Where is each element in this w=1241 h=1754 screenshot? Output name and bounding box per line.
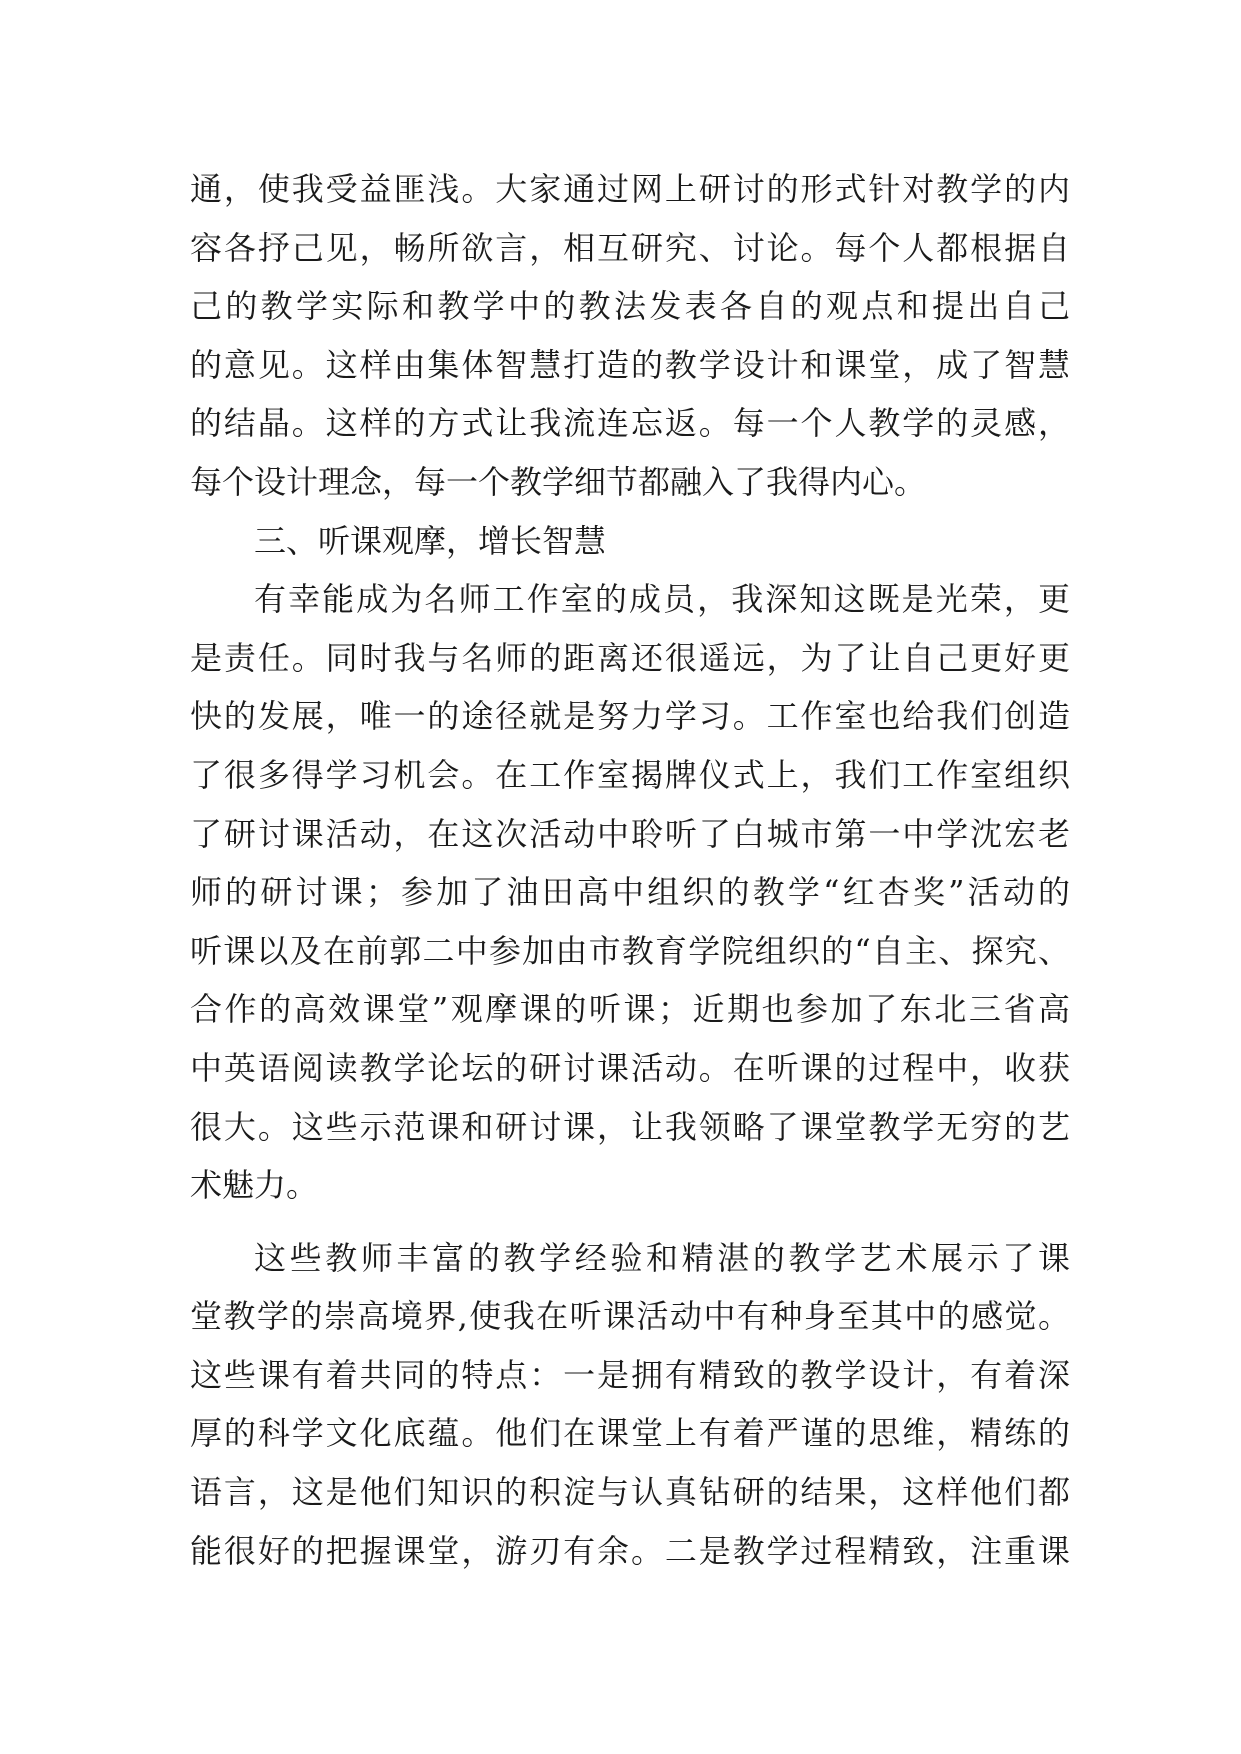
text-line: 了很多得学习机会。在工作室揭牌仪式上，我们工作室组织	[190, 755, 1070, 794]
text-line: 是责任。同时我与名师的距离还很遥远，为了让自己更好更	[190, 638, 1070, 677]
section-heading: 三、听课观摩，增长智慧	[254, 521, 607, 560]
text-line: 快的发展，唯一的途径就是努力学习。工作室也给我们创造	[190, 697, 1070, 736]
text-line: 这些课有着共同的特点：一是拥有精致的教学设计，有着深	[190, 1355, 1070, 1394]
text-line: 己的教学实际和教学中的教法发表各自的观点和提出自己	[190, 287, 1070, 326]
body-text	[190, 160, 1070, 1580]
text-line: 语言，这是他们知识的积淀与认真钻研的结果，这样他们都	[190, 1473, 1070, 1512]
text-line: 这些教师丰富的教学经验和精湛的教学艺术展示了课	[254, 1238, 1070, 1277]
text-line: 听课以及在前郭二中参加由市教育学院组织的“自主、探究、	[190, 931, 1070, 970]
text-line: 堂教学的崇高境界,使我在听课活动中有种身至其中的感觉。	[190, 1297, 1070, 1336]
text-line: 厚的科学文化底蕴。他们在课堂上有着严谨的思维，精练的	[190, 1414, 1070, 1453]
text-line: 师的研讨课；参加了油田高中组织的教学“红杏奖”活动的	[190, 873, 1070, 912]
text-line: 的意见。这样由集体智慧打造的教学设计和课堂，成了智慧	[190, 345, 1070, 384]
text-line: 通，使我受益匪浅。大家通过网上研讨的形式针对教学的内	[190, 170, 1070, 208]
text-line: 合作的高效课堂”观摩课的听课；近期也参加了东北三省高	[190, 990, 1070, 1029]
text-line: 有幸能成为名师工作室的成员，我深知这既是光荣，更	[254, 580, 1070, 619]
text-line: 每个设计理念，每一个教学细节都融入了我得内心。	[190, 462, 927, 501]
text-line: 能很好的把握课堂，游刃有余。二是教学过程精致，注重课	[190, 1531, 1070, 1570]
text-line: 容各抒己见，畅所欲言，相互研究、讨论。每个人都根据自	[190, 228, 1070, 267]
text-line: 术魅力。	[190, 1166, 319, 1205]
text-line: 的结晶。这样的方式让我流连忘返。每一个人教学的灵感，	[190, 404, 1070, 443]
text-line: 很大。这些示范课和研讨课，让我领略了课堂教学无穷的艺	[190, 1107, 1070, 1146]
paragraph-gap	[190, 1215, 1070, 1229]
text-line: 中英语阅读教学论坛的研讨课活动。在听课的过程中，收获	[190, 1048, 1070, 1087]
text-line: 了研讨课活动，在这次活动中聆听了白城市第一中学沈宏老	[190, 814, 1070, 853]
